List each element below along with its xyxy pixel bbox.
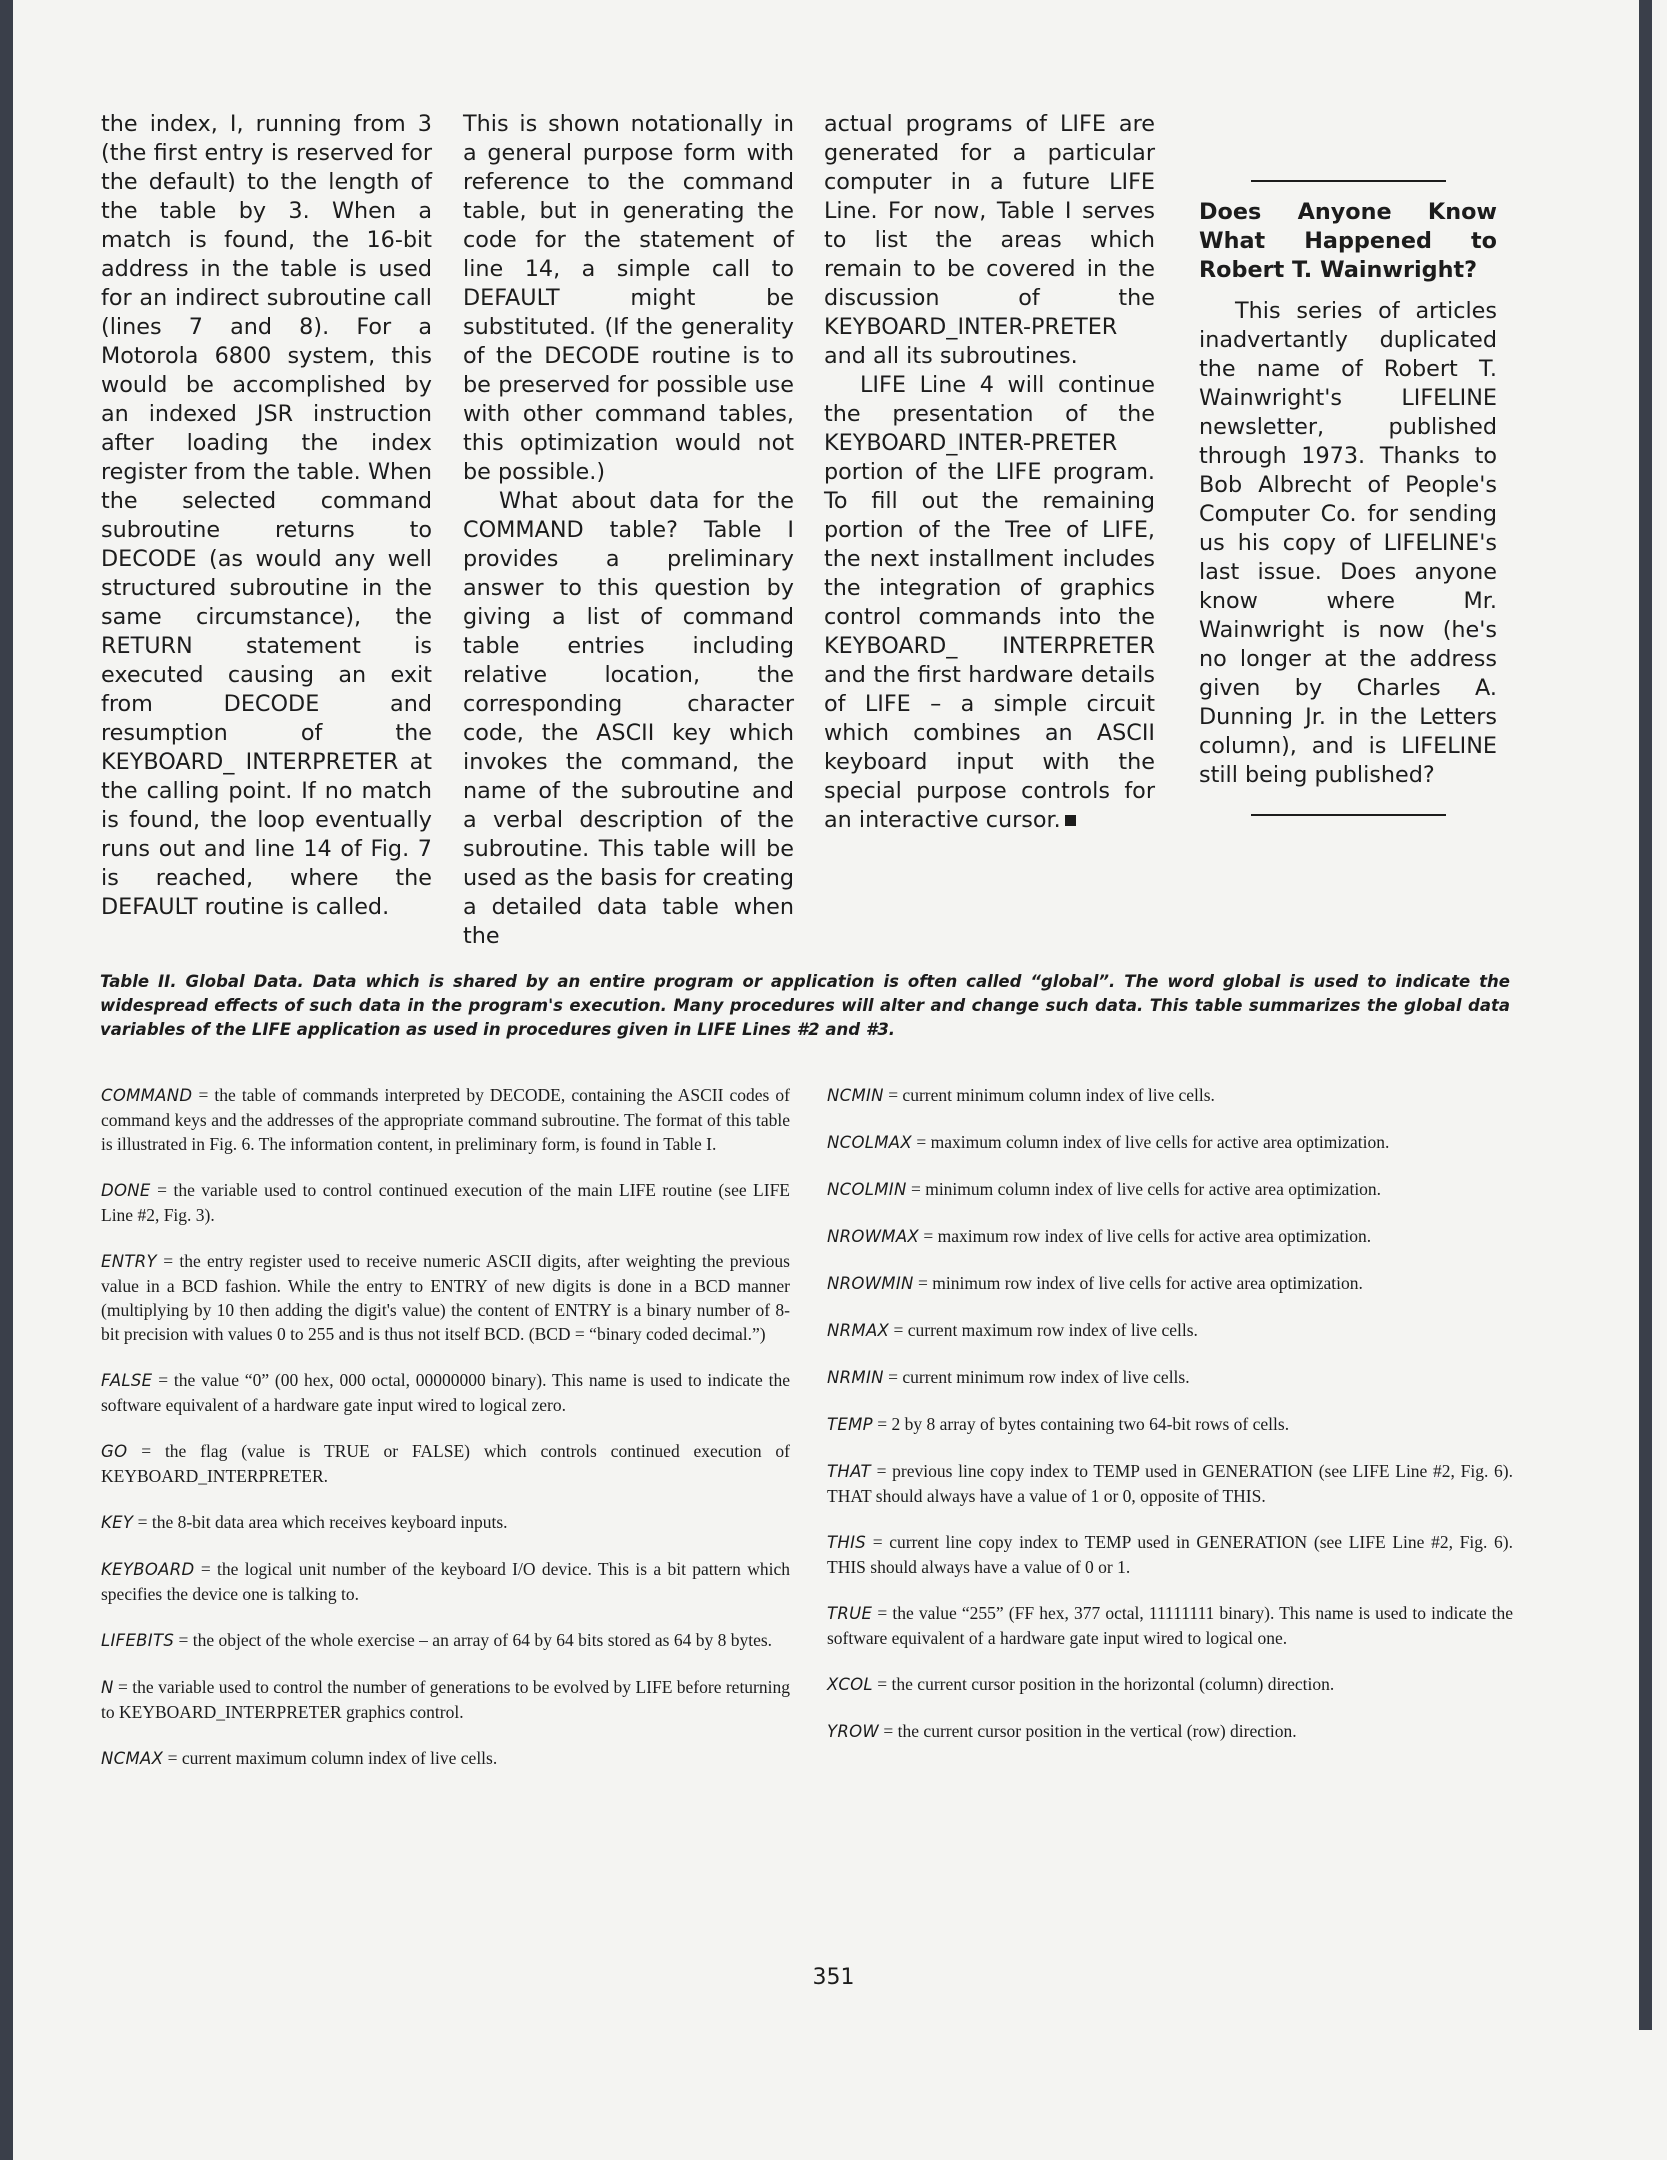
global-data-term: NCMAX: [101, 1749, 164, 1768]
global-data-definition: = the entry register used to receive numeric ASCII digits, after weighting the previous value in a BCD fashion. While the entry to ENTRY of new digits is done in a BCD manner (multiplying by 10 then adding the digit's value) the content of ENTRY is a binary number of 8-bit precision with values 0 to 255 and is thus not itself BCD. (BCD = “binary coded decimal.”): [101, 1251, 790, 1344]
global-data-definition: = the variable used to control continued execution of the main LIFE routine (see LIFE Line #2, Fig. 3).: [101, 1180, 790, 1225]
global-data-term: NROWMAX: [827, 1227, 920, 1246]
global-data-definition: = the value “255” (FF hex, 377 octal, 11111111 binary). This name is used to indicate the software equivalent of a hardware gate input wired to logical one.: [827, 1603, 1513, 1648]
page-edge-right: [1639, 0, 1652, 2030]
global-data-entry: [827, 1130, 1513, 1155]
global-data-definition: = the value “0” (00 hex, 000 octal, 00000000 binary). This name is used to indicate the software equivalent of a hardware gate input wired to logical zero.: [101, 1370, 790, 1415]
global-data-entry: [827, 1365, 1513, 1390]
global-data-entry: [101, 1249, 790, 1346]
global-data-entry: [827, 1601, 1513, 1650]
article-paragraph-end: [824, 371, 1155, 835]
page-edge-left: [0, 0, 13, 2160]
global-data-term: NRMIN: [827, 1368, 884, 1387]
global-data-definition: = the object of the whole exercise – an array of 64 by 64 bits stored as 64 by 8 bytes.: [174, 1630, 773, 1650]
global-data-definition: = previous line copy index to TEMP used in GENERATION (see LIFE Line #2, Fig. 6). THAT should always have a value of 1 or 0, opposite of THIS.: [827, 1461, 1513, 1506]
global-data-entry: [827, 1083, 1513, 1108]
global-data-term: XCOL: [827, 1675, 873, 1694]
global-data-definition: = minimum row index of live cells for active area optimization.: [913, 1273, 1363, 1293]
global-data-definition: = the flag (value is TRUE or FALSE) which controls continued execution of KEYBOARD_INTERPRETER.: [101, 1441, 790, 1486]
global-data-term: GO: [101, 1442, 128, 1461]
global-data-entry: [827, 1412, 1513, 1437]
global-data-left-column: [101, 1083, 790, 1793]
global-data-term: KEYBOARD: [101, 1560, 195, 1579]
global-data-entry: [101, 1510, 790, 1535]
sidebar-bottom-rule: [1251, 814, 1446, 816]
global-data-entry: [827, 1318, 1513, 1343]
sidebar-title: Does Anyone Know What Happened to Robert T. Wainwright?: [1199, 199, 1497, 283]
global-data-definition: = the logical unit number of the keyboard I/O device. This is a bit pattern which specifies the device one is talking to.: [101, 1559, 790, 1604]
global-data-term: THIS: [827, 1533, 867, 1552]
global-data-term: TEMP: [827, 1415, 873, 1434]
global-data-definition: = the current cursor position in the horizontal (column) direction.: [872, 1674, 1335, 1694]
global-data-definition: = minimum column index of live cells for active area optimization.: [906, 1179, 1382, 1199]
global-data-term: N: [101, 1678, 114, 1697]
article-column-2: [463, 110, 794, 951]
global-data-term: NRMAX: [827, 1321, 890, 1340]
global-data-term: NCOLMIN: [827, 1180, 907, 1199]
global-data-term: THAT: [827, 1462, 871, 1481]
article-column-3: [824, 110, 1155, 835]
sidebar-body: This series of articles inadvertantly duplicated the name of Robert T. Wainwright's LIFELINE newsletter, published through 1973. Thanks to Bob Albrecht of People's Computer Co. for sending us his copy of LIFELINE's last issue. Does anyone know where Mr. Wainwright is now (he's no longer at the address given by Charles A. Dunning Jr. in the Letters column), and is LIFELINE still being published?: [1199, 298, 1497, 788]
global-data-entry: [101, 1746, 790, 1771]
sidebar-top-rule: [1251, 180, 1446, 182]
global-data-definition: = the current cursor position in the vertical (row) direction.: [879, 1721, 1297, 1741]
global-data-entry: [827, 1459, 1513, 1508]
global-data-entry: [101, 1675, 790, 1724]
article-paragraph: the index, I, running from 3 (the first entry is reserved for the default) to the length of the table by 3. When a match is found, the 16-bit address in the table is used for an indirect subroutine call (lines 7 and 8). For a Motorola 6800 system, this would be accomplished by an indexed JSR instruction after loading the index register from the table. When the selected command subroutine returns to DECODE (as would any well structured subroutine in the same circumstance), the RETURN statement is executed causing an exit from DECODE and resumption of the KEYBOARD_ INTERPRETER at the calling point. If no match is found, the loop eventually runs out and line 14 of Fig. 7 is reached, where the DEFAULT routine is called.: [101, 111, 432, 920]
global-data-definition: = current maximum row index of live cells.: [889, 1320, 1198, 1340]
global-data-definition: = 2 by 8 array of bytes containing two 64-bit rows of cells.: [872, 1414, 1290, 1434]
global-data-term: ENTRY: [101, 1252, 157, 1271]
global-data-entry: [827, 1224, 1513, 1249]
global-data-term: NCOLMAX: [827, 1133, 912, 1152]
global-data-term: TRUE: [827, 1604, 873, 1623]
article-paragraph: What about data for the COMMAND table? Table I provides a preliminary answer to this question by giving a list of command table entries including relative location, the corresponding character code, the ASCII key which invokes the command, the name of the subroutine and a verbal description of the subroutine. This table will be used as the basis for creating a detailed data table when the: [463, 488, 794, 949]
global-data-term: COMMAND: [101, 1086, 193, 1105]
global-data-definition: = the 8-bit data area which receives keyboard inputs.: [133, 1512, 508, 1532]
global-data-term: KEY: [101, 1513, 134, 1532]
global-data-term: LIFEBITS: [101, 1631, 175, 1650]
global-data-definition: = the table of commands interpreted by DECODE, containing the ASCII codes of command keys and the addresses of the appropriate command subroutine. The format of this table is illustrated in Fig. 6. The information content, in preliminary form, is found in Table I.: [101, 1085, 790, 1154]
global-data-term: NROWMIN: [827, 1274, 914, 1293]
end-of-article-mark-icon: [1065, 815, 1076, 826]
global-data-term: DONE: [101, 1181, 151, 1200]
global-data-entry: [101, 1439, 790, 1488]
global-data-entry: [101, 1368, 790, 1417]
article-paragraph: actual programs of LIFE are generated for a particular computer in a future LIFE Line. For now, Table I serves to list the areas which remain to be covered in the discussion of the KEYBOARD_INTER-PRETER and all its subroutines.: [824, 111, 1155, 369]
global-data-entry: [101, 1178, 790, 1227]
global-data-definition: = maximum column index of live cells for active area optimization.: [911, 1132, 1390, 1152]
global-data-entry: [827, 1672, 1513, 1697]
sidebar-box: [1199, 180, 1497, 816]
global-data-entry: [827, 1177, 1513, 1202]
global-data-entry: [827, 1271, 1513, 1296]
global-data-right-column: [827, 1083, 1513, 1766]
global-data-entry: [101, 1083, 790, 1156]
global-data-definition: = the variable used to control the number of generations to be evolved by LIFE before returning to KEYBOARD_INTERPRETER graphics control.: [101, 1677, 790, 1722]
global-data-entry: [101, 1628, 790, 1653]
global-data-term: NCMIN: [827, 1086, 884, 1105]
global-data-definition: = current minimum column index of live cells.: [883, 1085, 1215, 1105]
global-data-definition: = current minimum row index of live cells.: [883, 1367, 1190, 1387]
table-caption: Table II. Global Data. Data which is shared by an entire program or application is often called “global”. The word global is used to indicate the widespread effects of such data in the program's execution. Many procedures will alter and change such data. This table summarizes the global data variables of the LIFE application as used in procedures given in LIFE Lines #2 and #3.: [100, 972, 1510, 1039]
global-data-term: YROW: [827, 1722, 880, 1741]
global-data-definition: = maximum row index of live cells for active area optimization.: [919, 1226, 1372, 1246]
global-data-entry: [827, 1719, 1513, 1744]
global-data-entry: [101, 1557, 790, 1606]
article-paragraph-text: LIFE Line 4 will continue the presentation of the KEYBOARD_INTER-PRETER portion of the LIFE program. To fill out the remaining portion of the Tree of LIFE, the next installment includes the integration of graphics control commands into the KEYBOARD_ INTERPRETER and the first hardware details of LIFE – a simple circuit which combines an ASCII keyboard input with the special purpose controls for an interactive cursor.: [824, 372, 1155, 833]
global-data-definition: = current maximum column index of live cells.: [163, 1748, 498, 1768]
global-data-term: FALSE: [101, 1371, 153, 1390]
article-paragraph: This is shown notationally in a general purpose form with reference to the command table, but in generating the code for the statement of line 14, a simple call to DEFAULT might be substituted. (If the generality of the DECODE routine is to be preserved for possible use with other command tables, this optimization would not be possible.): [463, 111, 794, 485]
global-data-entry: [827, 1530, 1513, 1579]
global-data-definition: = current line copy index to TEMP used in GENERATION (see LIFE Line #2, Fig. 6). THIS should always have a value of 0 or 1.: [827, 1532, 1513, 1577]
page-number: 351: [812, 1965, 855, 1990]
article-column-1: [101, 110, 432, 922]
